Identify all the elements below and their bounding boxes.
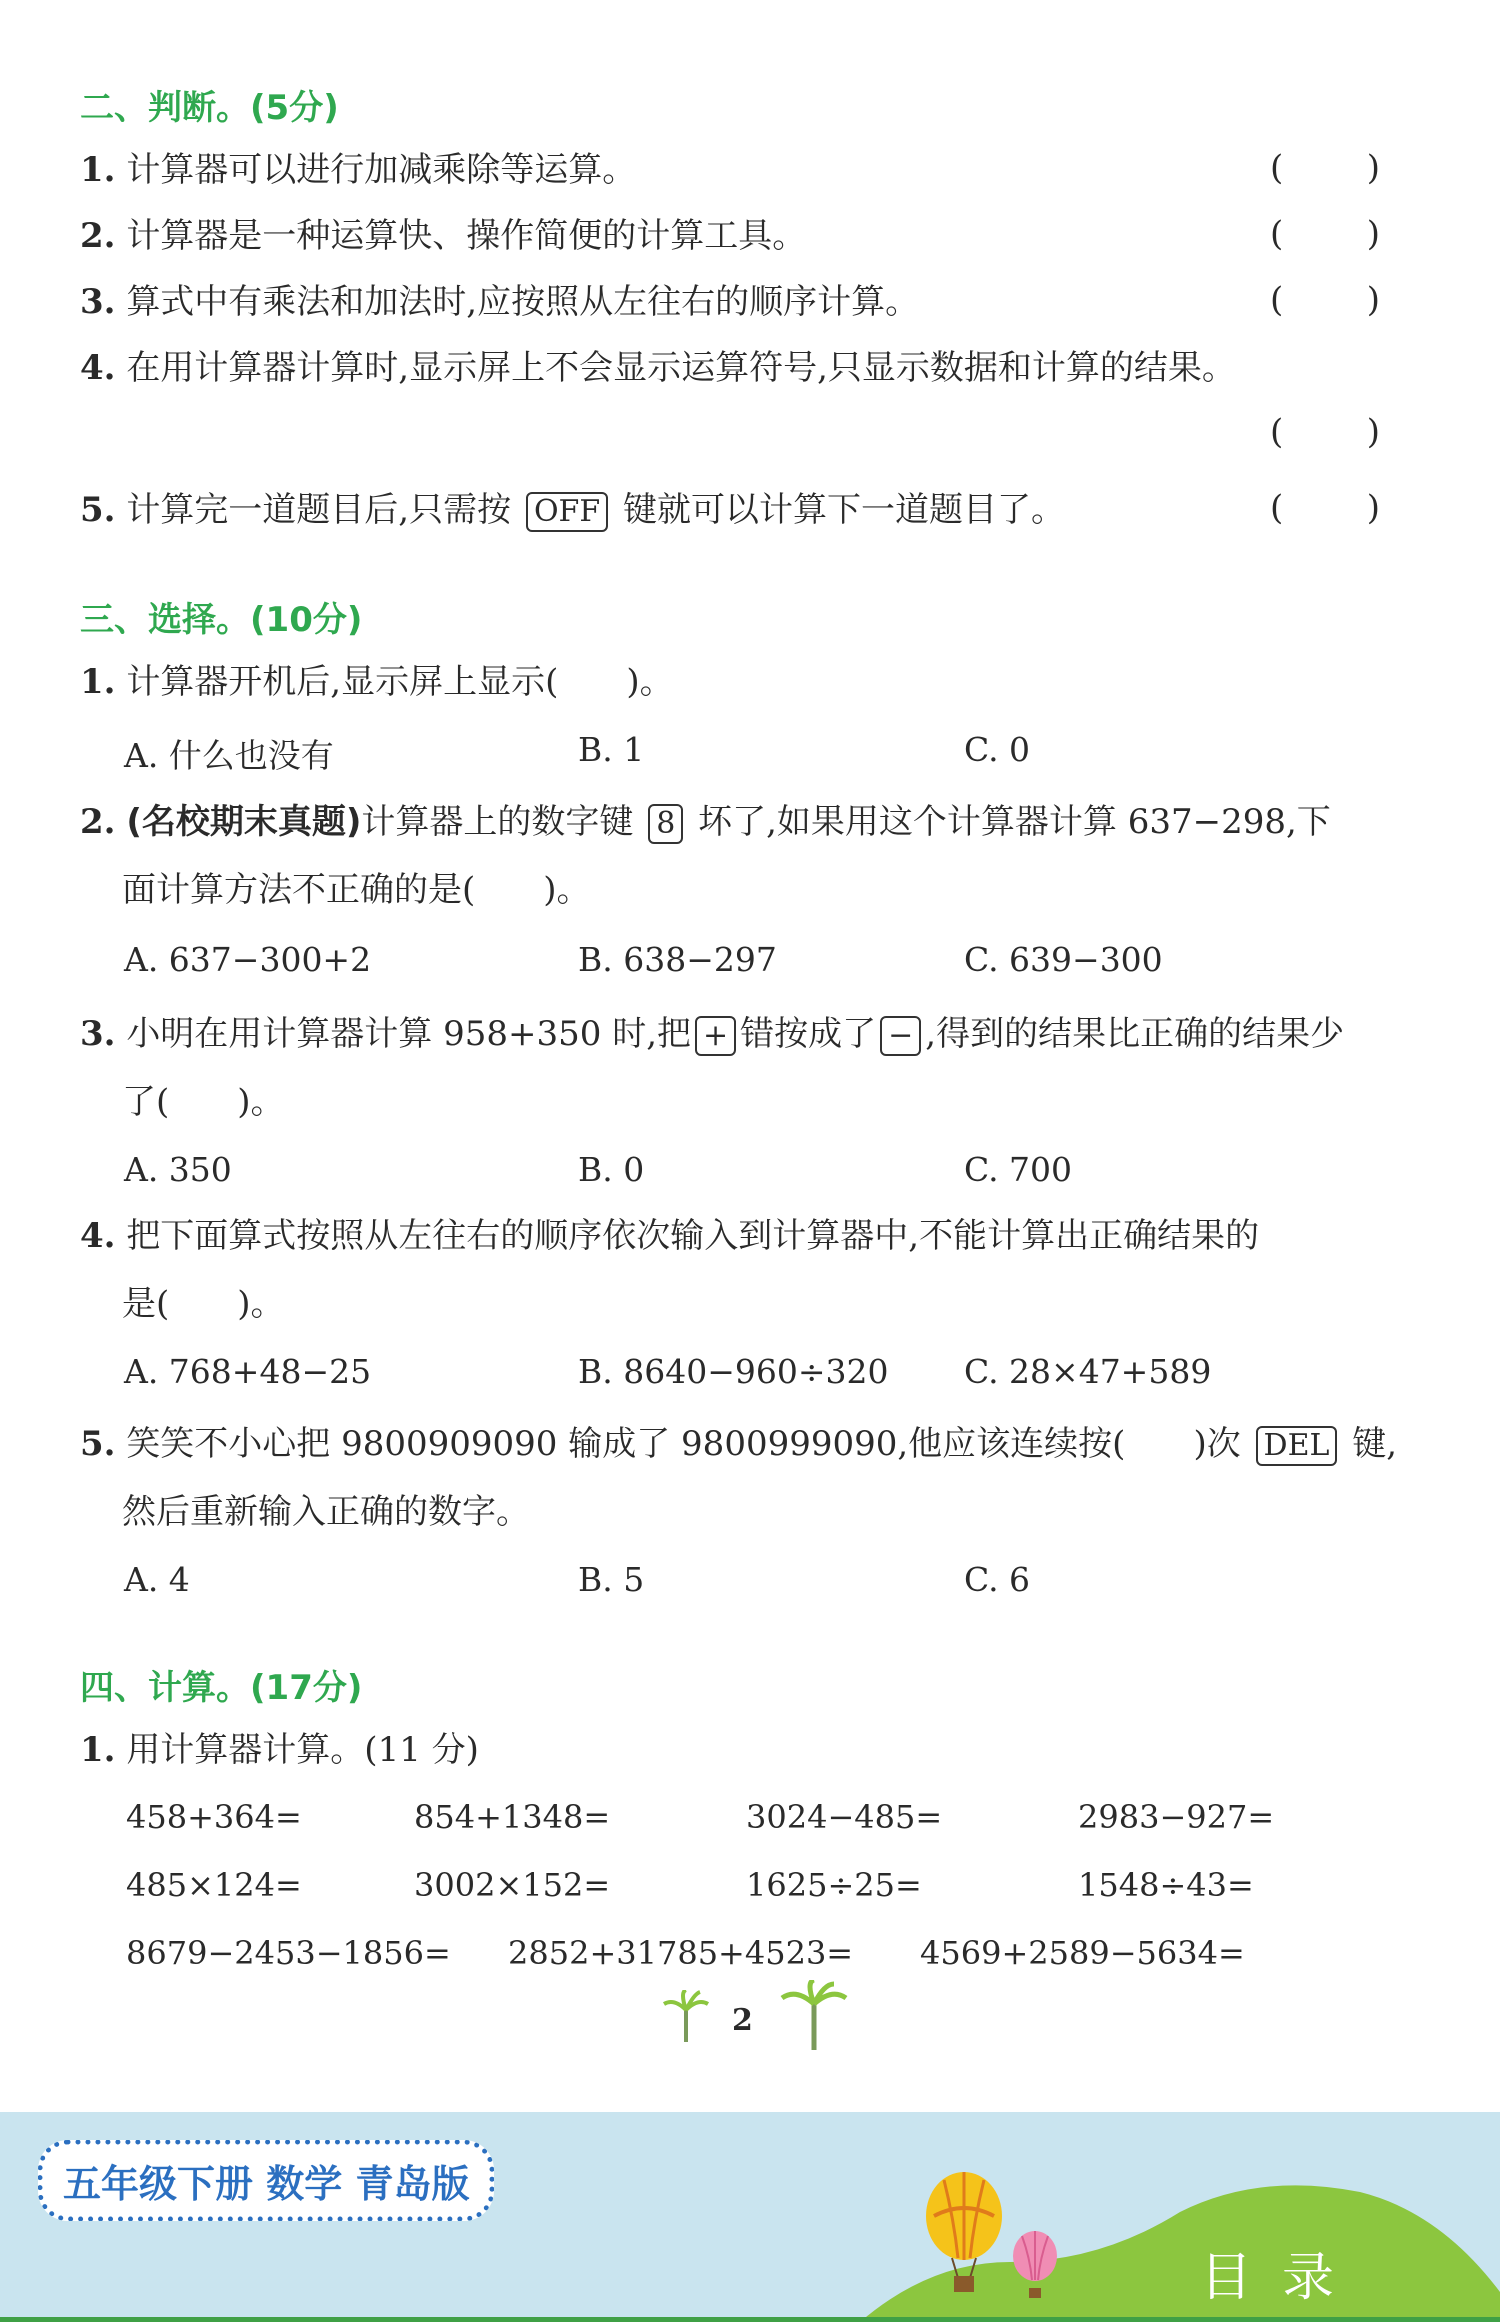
answer-blank-2[interactable] [1270, 214, 1380, 254]
digit-8-key-box: 8 [648, 804, 683, 844]
choice-q3-option-c[interactable]: C. 700 [964, 1150, 1073, 1189]
calc-expression: 458+364= [126, 1798, 302, 1836]
calc-expression: 485×124= [126, 1866, 302, 1904]
paren-open: ( [1270, 214, 1284, 254]
choice-q4-line2: 是( )。 [122, 1284, 285, 1324]
paren-open: ( [1270, 412, 1284, 452]
calc-expression: 2983−927= [1078, 1798, 1275, 1836]
table-of-contents-link[interactable]: 目录 [1200, 2248, 1365, 2308]
palm-tree-icon [660, 1990, 712, 2044]
calc-sub1 [80, 1728, 479, 1772]
choice-q2 [80, 800, 1331, 844]
answer-blank-4[interactable] [1270, 412, 1380, 452]
paren-close: ) [1366, 412, 1380, 452]
choice-q1-option-a[interactable]: A. 什么也没有 [124, 736, 334, 775]
judgment-item-3 [80, 280, 919, 324]
item-text-a: 小明在用计算器计算 958+350 时,把 [126, 1014, 692, 1054]
palm-tree-icon [778, 1980, 850, 2052]
paren-open: ( [1270, 488, 1284, 528]
item-number: 3. [80, 1014, 116, 1054]
item-number: 4. [80, 348, 116, 388]
choice-q2-line2: 面计算方法不正确的是( )。 [122, 870, 591, 910]
choice-q3-option-b[interactable]: B. 0 [578, 1150, 645, 1189]
choice-q2-option-b[interactable]: B. 638−297 [578, 940, 777, 979]
choice-q4-option-a[interactable]: A. 768+48−25 [124, 1352, 372, 1391]
item-text: 计算器开机后,显示屏上显示( )。 [126, 662, 674, 702]
page-number: 2 [732, 2003, 753, 2038]
item-text-a: 计算完一道题目后,只需按 [126, 490, 512, 530]
choice-q3 [80, 1012, 1344, 1056]
item-text: 用计算器计算。(11 分) [126, 1730, 479, 1770]
judgment-item-1 [80, 148, 636, 192]
off-key-box: OFF [526, 492, 608, 532]
calc-expression: 1625÷25= [746, 1866, 922, 1904]
choice-q5-line2: 然后重新输入正确的数字。 [122, 1492, 530, 1532]
choice-q5-option-b[interactable]: B. 5 [578, 1560, 645, 1599]
choice-q4-option-c[interactable]: C. 28×47+589 [964, 1352, 1212, 1391]
choice-q4 [80, 1214, 1259, 1258]
item-number: 1. [80, 1730, 116, 1770]
item-number: 1. [80, 662, 116, 702]
calc-expression: 3002×152= [414, 1866, 611, 1904]
answer-blank-1[interactable] [1270, 148, 1380, 188]
item-text-a: 把下面算式按照从左往右的顺序依次输入到计算器中,不能计算出正确结果的 [126, 1216, 1260, 1256]
judgment-item-2 [80, 214, 806, 258]
answer-blank-3[interactable] [1270, 280, 1380, 320]
choice-q1-option-c[interactable]: C. 0 [964, 730, 1031, 769]
item-text-b: 键就可以计算下一道题目了。 [622, 490, 1065, 530]
item-text: 在用计算器计算时,显示屏上不会显示运算符号,只显示数据和计算的结果。 [126, 348, 1236, 388]
item-text-b: 键, [1352, 1424, 1398, 1464]
calc-expression: 854+1348= [414, 1798, 611, 1836]
item-text: 算式中有乘法和加法时,应按照从左往右的顺序计算。 [126, 282, 920, 322]
choice-q5 [80, 1422, 1397, 1466]
choice-q1 [80, 660, 674, 704]
answer-blank-5[interactable] [1270, 488, 1380, 528]
del-key-box: DEL [1256, 1426, 1338, 1466]
grade-subject-label: 五年级下册 数学 青岛版 [38, 2140, 494, 2221]
calc-expression: 3024−485= [746, 1798, 943, 1836]
item-text-a: 计算器上的数字键 [361, 802, 634, 842]
paren-close: ) [1366, 148, 1380, 188]
item-number: 1. [80, 150, 116, 190]
item-number: 3. [80, 282, 116, 322]
choice-q4-option-b[interactable]: B. 8640−960÷320 [578, 1352, 889, 1391]
item-text-a: 笑笑不小心把 9800909090 输成了 9800999090,他应该连续按( )次 [126, 1424, 1241, 1464]
item-number: 5. [80, 490, 116, 530]
section-title-judgment: 二、判断。(5分) [80, 88, 339, 128]
choice-q1-option-b[interactable]: B. 1 [578, 730, 645, 769]
item-number: 2. [80, 802, 116, 842]
item-text: 计算器可以进行加减乘除等运算。 [126, 150, 637, 190]
choice-q3-option-a[interactable]: A. 350 [124, 1150, 232, 1189]
paren-open: ( [1270, 148, 1284, 188]
item-text-b: 错按成了 [740, 1014, 877, 1054]
item-number: 2. [80, 216, 116, 256]
paren-close: ) [1366, 214, 1380, 254]
paren-close: ) [1366, 488, 1380, 528]
calc-expression: 2852+31785+4523= [508, 1934, 854, 1972]
judgment-item-4 [80, 346, 1236, 390]
small-balloon-icon [1010, 2230, 1060, 2310]
hot-air-balloon-icon [922, 2170, 1006, 2300]
item-text-c: ,得到的结果比正确的结果少 [925, 1014, 1345, 1054]
calc-expression: 8679−2453−1856= [126, 1934, 451, 1972]
choice-q2-option-c[interactable]: C. 639−300 [964, 940, 1163, 979]
choice-q5-option-c[interactable]: C. 6 [964, 1560, 1031, 1599]
paren-close: ) [1366, 280, 1380, 320]
calc-expression: 1548÷43= [1078, 1866, 1254, 1904]
item-text-b: 坏了,如果用这个计算器计算 637−298,下 [698, 802, 1331, 842]
section-title-calculation: 四、计算。(17分) [80, 1668, 363, 1708]
choice-q3-line2: 了( )。 [122, 1082, 285, 1122]
judgment-item-5 [80, 488, 1065, 532]
section-title-choice: 三、选择。(10分) [80, 600, 363, 640]
item-text: 计算器是一种运算快、操作简便的计算工具。 [126, 216, 807, 256]
item-number: 5. [80, 1424, 116, 1464]
choice-q5-option-a[interactable]: A. 4 [124, 1560, 190, 1599]
plus-key-box: + [695, 1016, 736, 1056]
choice-q2-option-a[interactable]: A. 637−300+2 [124, 940, 372, 979]
calc-expression: 4569+2589−5634= [920, 1934, 1245, 1972]
source-tag: (名校期末真题) [126, 802, 362, 842]
paren-open: ( [1270, 280, 1284, 320]
item-number: 4. [80, 1216, 116, 1256]
minus-key-box: − [880, 1016, 921, 1056]
